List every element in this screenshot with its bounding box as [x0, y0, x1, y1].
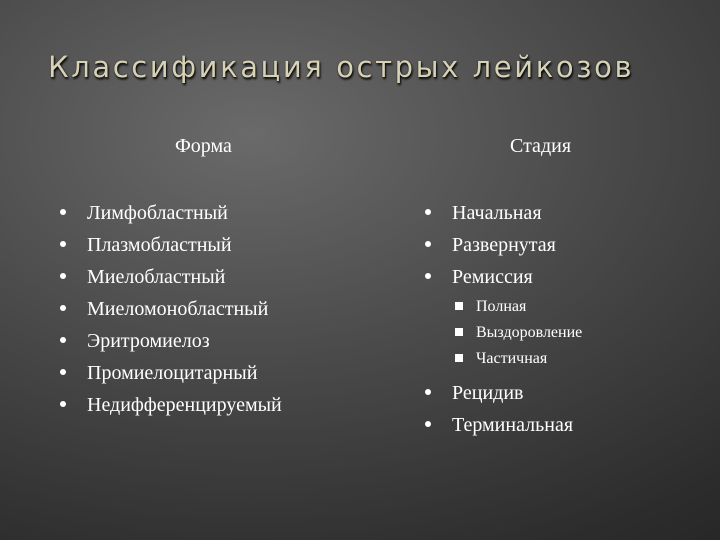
- form-column-heading: Форма: [175, 135, 232, 157]
- bullet-icon: [60, 369, 66, 375]
- bullet-icon: [60, 209, 66, 215]
- list-item-label: Рецидив: [452, 382, 524, 404]
- bullet-icon: [425, 273, 431, 279]
- bullet-icon: [425, 389, 431, 395]
- list-item-label: Миелобластный: [87, 266, 226, 288]
- bullet-icon: [425, 421, 431, 427]
- bullet-icon: [60, 273, 66, 279]
- sub-list-item-label: Частичная: [476, 350, 548, 367]
- list-item-label: Терминальная: [452, 414, 574, 436]
- list-item-label: Промиелоцитарный: [87, 362, 258, 384]
- sub-list-item-label: Полная: [476, 298, 527, 315]
- square-bullet-icon: [455, 302, 463, 310]
- list-item-label: Ремиссия: [452, 266, 533, 288]
- bullet-icon: [60, 305, 66, 311]
- bullet-icon: [60, 241, 66, 247]
- bullet-icon: [60, 337, 66, 343]
- sub-list-item-label: Выздоровление: [476, 324, 583, 341]
- square-bullet-icon: [455, 354, 463, 362]
- list-item-label: Недифференцируемый: [87, 394, 282, 416]
- list-item-label: Эритромиелоз: [87, 330, 210, 352]
- slide-title: Классификация острых лейкозов: [48, 50, 635, 84]
- bullet-icon: [60, 401, 66, 407]
- bullet-icon: [425, 209, 431, 215]
- list-item-label: Лимфобластный: [87, 202, 228, 224]
- bullet-icon: [425, 241, 431, 247]
- list-item-label: Развернутая: [452, 234, 556, 256]
- list-item-label: Начальная: [452, 202, 542, 224]
- square-bullet-icon: [455, 328, 463, 336]
- stage-column-heading: Стадия: [510, 135, 572, 157]
- list-item-label: Плазмобластный: [87, 234, 232, 256]
- list-item-label: Миеломонобластный: [87, 298, 269, 320]
